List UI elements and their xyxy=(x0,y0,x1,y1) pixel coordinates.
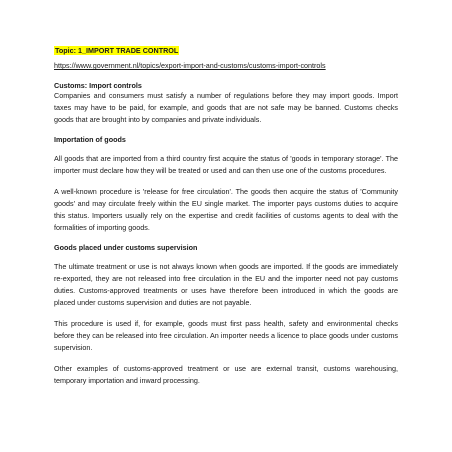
paragraph: This procedure is used if, for example, goods must first pass health, safety and environmental checks before they can be released into free circulation. An importer needs a licence to place goods under customs supervision. xyxy=(54,319,398,352)
paragraph: The ultimate treatment or use is not always known when goods are imported. If the goods are immediately re-exported, they are not released into free circulation in the EU and the importer need not pay customs duties. Customs-approved treatments or uses have therefore been introduced in which the goods are placed under customs supervision and duties are not payable. xyxy=(54,262,398,307)
section-heading-goods-under-customs-supervision: Goods placed under customs supervision xyxy=(54,243,198,252)
paragraph: Other examples of customs-approved treatment or use are external transit, customs warehousing, temporary importation and inward processing. xyxy=(54,364,398,385)
topic-title: Topic: 1_IMPORT TRADE CONTROL xyxy=(55,46,179,55)
paragraph: Companies and consumers must satisfy a number of regulations before they may import goods. Import taxes may have to be paid, for example, and goods that are not safe may be banned. Customs checks goods that are brought into by companies and private individuals. xyxy=(54,91,398,124)
paragraph: A well-known procedure is 'release for free circulation'. The goods then acquire the status of 'Community goods' and may circulate freely within the EU single market. The importer pays customs duties to acquire this status. Importers usually rely on the expertise and credit facilities of customs agents to deal with the formalities of importing goods. xyxy=(54,187,398,232)
paragraph: All goods that are imported from a third country first acquire the status of 'goods in temporary storage'. The importer must declare how they will be treated or used and can then use one of the customs procedures. xyxy=(54,154,398,175)
section-heading-customs-import-controls: Customs: Import controls xyxy=(54,81,142,90)
source-link[interactable]: https://www.government.nl/topics/export-import-and-customs/customs-import-controls xyxy=(54,61,326,70)
section-heading-importation-of-goods: Importation of goods xyxy=(54,135,126,144)
